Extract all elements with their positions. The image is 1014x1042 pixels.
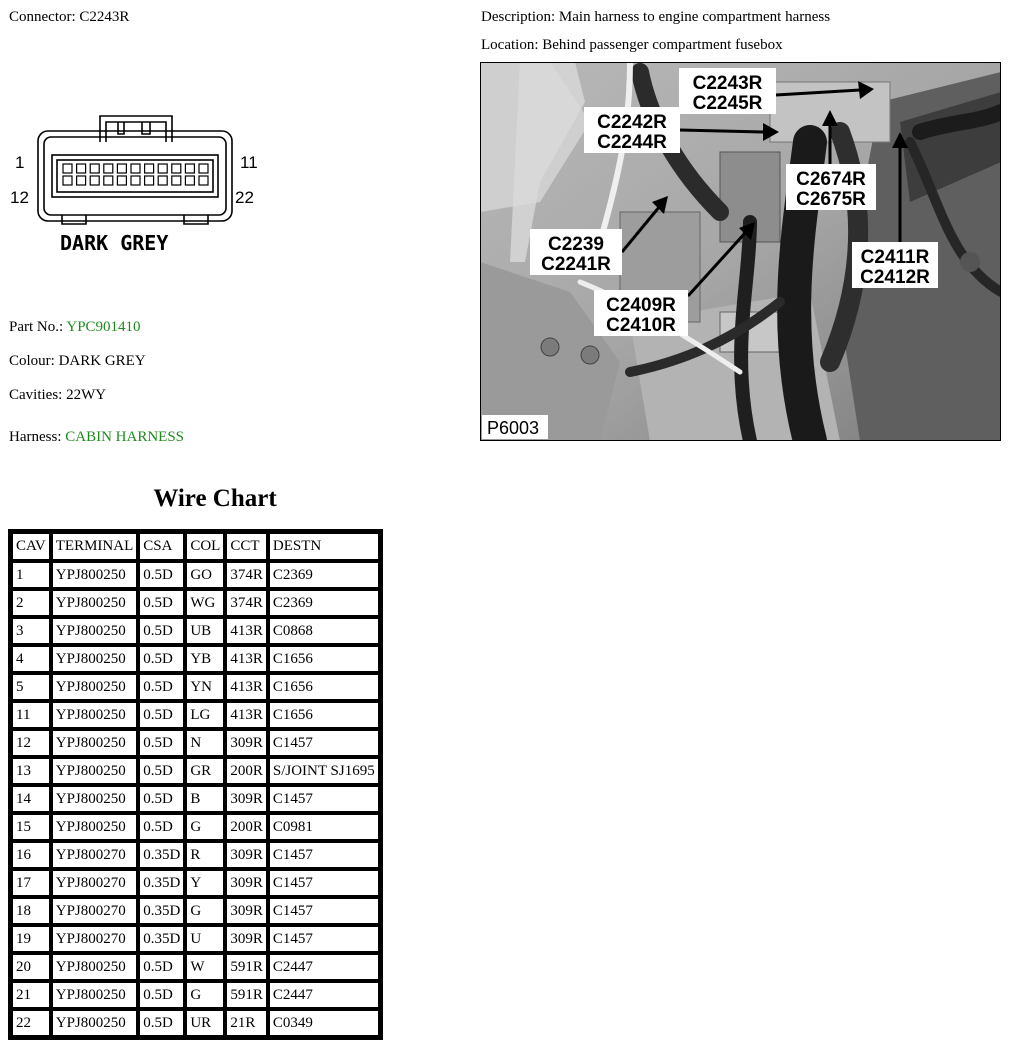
cell-terminal: YPJ800250 [51, 645, 139, 673]
cell-col: G [185, 813, 225, 841]
cell-csa: 0.5D [138, 981, 185, 1009]
cell-terminal: YPJ800270 [51, 869, 139, 897]
cell-col: R [185, 841, 225, 869]
cell-cct: 374R [225, 561, 268, 589]
cell-cav: 16 [11, 841, 51, 869]
callout-c2409r [594, 290, 688, 336]
cell-cct: 309R [225, 785, 268, 813]
table-row [11, 1009, 380, 1037]
header-cct: CCT [225, 532, 268, 561]
cell-destn: C2369 [268, 561, 380, 589]
part-no-label: Part No.: [9, 319, 64, 335]
cell-destn: C0981 [268, 813, 380, 841]
svg-text:C2243R: C2243R [692, 73, 763, 94]
photo-reference [482, 415, 548, 439]
table-row [11, 785, 380, 813]
cell-destn: C1457 [268, 925, 380, 953]
colour-line [9, 352, 146, 370]
cell-terminal: YPJ800270 [51, 897, 139, 925]
cavity-9 [172, 164, 181, 173]
cell-terminal: YPJ800250 [51, 561, 139, 589]
cavity-16 [117, 176, 126, 185]
harness-line [9, 428, 184, 446]
cell-destn: C1656 [268, 673, 380, 701]
cell-cct: 21R [225, 1009, 268, 1037]
cell-terminal: YPJ800250 [51, 617, 139, 645]
cell-cct: 374R [225, 589, 268, 617]
cell-terminal: YPJ800250 [51, 1009, 139, 1037]
cell-destn: C1656 [268, 701, 380, 729]
cell-col: YB [185, 645, 225, 673]
cell-cav: 4 [11, 645, 51, 673]
cell-terminal: YPJ800270 [51, 925, 139, 953]
cavity-18 [145, 176, 154, 185]
cell-cct: 309R [225, 897, 268, 925]
cell-destn: C0349 [268, 1009, 380, 1037]
cavity-6 [131, 164, 140, 173]
cell-cav: 18 [11, 897, 51, 925]
header-col: COL [185, 532, 225, 561]
cell-csa: 0.5D [138, 673, 185, 701]
cell-csa: 0.5D [138, 617, 185, 645]
cell-cct: 413R [225, 701, 268, 729]
cell-cct: 200R [225, 813, 268, 841]
cell-cav: 2 [11, 589, 51, 617]
cavity-13 [77, 176, 86, 185]
cell-terminal: YPJ800270 [51, 841, 139, 869]
table-row [11, 645, 380, 673]
cell-cav: 21 [11, 981, 51, 1009]
table-row [11, 673, 380, 701]
cavity-2 [77, 164, 86, 173]
cell-col: G [185, 981, 225, 1009]
cell-cct: 309R [225, 729, 268, 757]
cavities-label: Cavities: [9, 387, 63, 403]
cell-csa: 0.35D [138, 869, 185, 897]
cell-destn: C1457 [268, 841, 380, 869]
wire-chart-header-row [11, 532, 380, 561]
cell-cav: 15 [11, 813, 51, 841]
cell-col: LG [185, 701, 225, 729]
callout-c2243r [679, 68, 776, 114]
cell-col: W [185, 953, 225, 981]
cell-terminal: YPJ800250 [51, 981, 139, 1009]
cell-destn: C1457 [268, 729, 380, 757]
svg-text:C2241R: C2241R [541, 254, 611, 275]
header-destn: DESTN [268, 532, 380, 561]
cell-destn: C0868 [268, 617, 380, 645]
cavity-3 [90, 164, 99, 173]
callout-c2242r [584, 107, 680, 153]
cell-cav: 13 [11, 757, 51, 785]
cell-cav: 19 [11, 925, 51, 953]
harness-label: Harness: [9, 429, 62, 445]
cell-col: YN [185, 673, 225, 701]
cell-cct: 309R [225, 925, 268, 953]
cell-col: GR [185, 757, 225, 785]
header-csa: CSA [138, 532, 185, 561]
cavity-8 [158, 164, 167, 173]
callout-c2674r [786, 164, 876, 210]
cell-csa: 0.35D [138, 925, 185, 953]
cell-destn: C1457 [268, 785, 380, 813]
cell-cav: 1 [11, 561, 51, 589]
table-row [11, 813, 380, 841]
cell-cct: 309R [225, 841, 268, 869]
pin-label-11: 11 [240, 153, 258, 172]
cavity-5 [117, 164, 126, 173]
cell-csa: 0.5D [138, 645, 185, 673]
cell-cct: 591R [225, 953, 268, 981]
cavity-21 [185, 176, 194, 185]
description-line [481, 8, 830, 26]
svg-text:C2675R: C2675R [796, 189, 866, 210]
cell-csa: 0.5D [138, 589, 185, 617]
cavity-14 [90, 176, 99, 185]
svg-text:C2412R: C2412R [860, 267, 930, 288]
cell-destn: C2447 [268, 953, 380, 981]
cell-csa: 0.5D [138, 757, 185, 785]
colour-value: DARK GREY [58, 353, 146, 369]
cell-cct: 200R [225, 757, 268, 785]
cell-cav: 22 [11, 1009, 51, 1037]
cell-cav: 17 [11, 869, 51, 897]
cell-col: N [185, 729, 225, 757]
cavity-10 [185, 164, 194, 173]
callout-c2411r [852, 242, 938, 288]
cell-terminal: YPJ800250 [51, 673, 139, 701]
table-row [11, 925, 380, 953]
cell-cav: 3 [11, 617, 51, 645]
colour-label: Colour: [9, 353, 55, 369]
cavity-17 [131, 176, 140, 185]
cell-terminal: YPJ800250 [51, 701, 139, 729]
cavity-1 [63, 164, 72, 173]
svg-text:C2244R: C2244R [597, 132, 667, 153]
cavity-11 [199, 164, 208, 173]
cell-terminal: YPJ800250 [51, 589, 139, 617]
location-label: Location: [481, 37, 539, 53]
pin-label-22: 22 [235, 188, 254, 207]
svg-text:C2245R: C2245R [692, 93, 763, 114]
cell-cct: 413R [225, 673, 268, 701]
location-photo [480, 62, 1001, 441]
location-value: Behind passenger compartment fusebox [542, 37, 783, 53]
cell-terminal: YPJ800250 [51, 729, 139, 757]
table-row [11, 897, 380, 925]
svg-text:C2411R: C2411R [860, 247, 930, 268]
description-value: Main harness to engine compartment harness [558, 9, 831, 25]
cell-cav: 12 [11, 729, 51, 757]
callout-c2239 [530, 229, 622, 275]
pin-label-12: 12 [10, 188, 29, 207]
part-no-line [9, 318, 141, 336]
cell-csa: 0.5D [138, 953, 185, 981]
cell-terminal: YPJ800250 [51, 953, 139, 981]
cell-destn: C1457 [268, 869, 380, 897]
cell-cav: 14 [11, 785, 51, 813]
table-row [11, 561, 380, 589]
svg-text:C2239: C2239 [548, 234, 604, 255]
pin-label-1: 1 [15, 153, 25, 172]
cavity-12 [63, 176, 72, 185]
table-row [11, 589, 380, 617]
cavity-22 [199, 176, 208, 185]
svg-text:C2409R: C2409R [606, 295, 676, 316]
cavity-15 [104, 176, 113, 185]
cell-csa: 0.35D [138, 897, 185, 925]
table-row [11, 617, 380, 645]
header-terminal: TERMINAL [51, 532, 139, 561]
table-row [11, 729, 380, 757]
cell-destn: C1457 [268, 897, 380, 925]
connector-color-label: DARK GREY [60, 231, 169, 255]
cell-terminal: YPJ800250 [51, 785, 139, 813]
header-cav: CAV [11, 532, 51, 561]
cell-destn: C1656 [268, 645, 380, 673]
cell-cav: 20 [11, 953, 51, 981]
connector-value: C2243R [79, 9, 130, 25]
svg-text:C2410R: C2410R [606, 315, 676, 336]
connector-face-diagram [0, 100, 280, 260]
cell-csa: 0.5D [138, 701, 185, 729]
cell-destn: C2447 [268, 981, 380, 1009]
cell-cct: 413R [225, 617, 268, 645]
cavity-19 [158, 176, 167, 185]
connector-line [9, 8, 129, 26]
cell-col: GO [185, 561, 225, 589]
table-row [11, 757, 380, 785]
cell-terminal: YPJ800250 [51, 757, 139, 785]
cell-col: UR [185, 1009, 225, 1037]
table-row [11, 981, 380, 1009]
svg-text:C2242R: C2242R [597, 112, 667, 133]
harness-link[interactable]: CABIN HARNESS [65, 429, 185, 445]
location-line [481, 36, 783, 54]
cell-col: UB [185, 617, 225, 645]
wire-chart-title: Wire Chart [153, 485, 277, 512]
part-no-link[interactable]: YPC901410 [66, 319, 141, 335]
cell-col: WG [185, 589, 225, 617]
cell-csa: 0.5D [138, 1009, 185, 1037]
cell-col: G [185, 897, 225, 925]
table-row [11, 869, 380, 897]
description-label: Description: [481, 9, 556, 25]
cell-csa: 0.5D [138, 561, 185, 589]
cell-csa: 0.35D [138, 841, 185, 869]
cell-csa: 0.5D [138, 813, 185, 841]
cell-cav: 11 [11, 701, 51, 729]
cavity-20 [172, 176, 181, 185]
cavities-value: 22WY [66, 387, 107, 403]
svg-text:P6003: P6003 [487, 418, 540, 438]
connector-label: Connector: [9, 9, 76, 25]
cell-col: Y [185, 869, 225, 897]
cell-cct: 309R [225, 869, 268, 897]
cell-csa: 0.5D [138, 729, 185, 757]
cell-cct: 413R [225, 645, 268, 673]
cell-csa: 0.5D [138, 785, 185, 813]
cell-destn: C2369 [268, 589, 380, 617]
table-row [11, 701, 380, 729]
cell-col: U [185, 925, 225, 953]
cell-col: B [185, 785, 225, 813]
cell-cct: 591R [225, 981, 268, 1009]
cell-terminal: YPJ800250 [51, 813, 139, 841]
svg-text:C2674R: C2674R [796, 169, 866, 190]
table-row [11, 953, 380, 981]
cell-destn: S/JOINT SJ1695 [268, 757, 380, 785]
cavity-7 [145, 164, 154, 173]
table-row [11, 841, 380, 869]
cell-cav: 5 [11, 673, 51, 701]
cavity-4 [104, 164, 113, 173]
cavities-line [9, 386, 106, 404]
wire-chart-table [8, 529, 383, 1040]
